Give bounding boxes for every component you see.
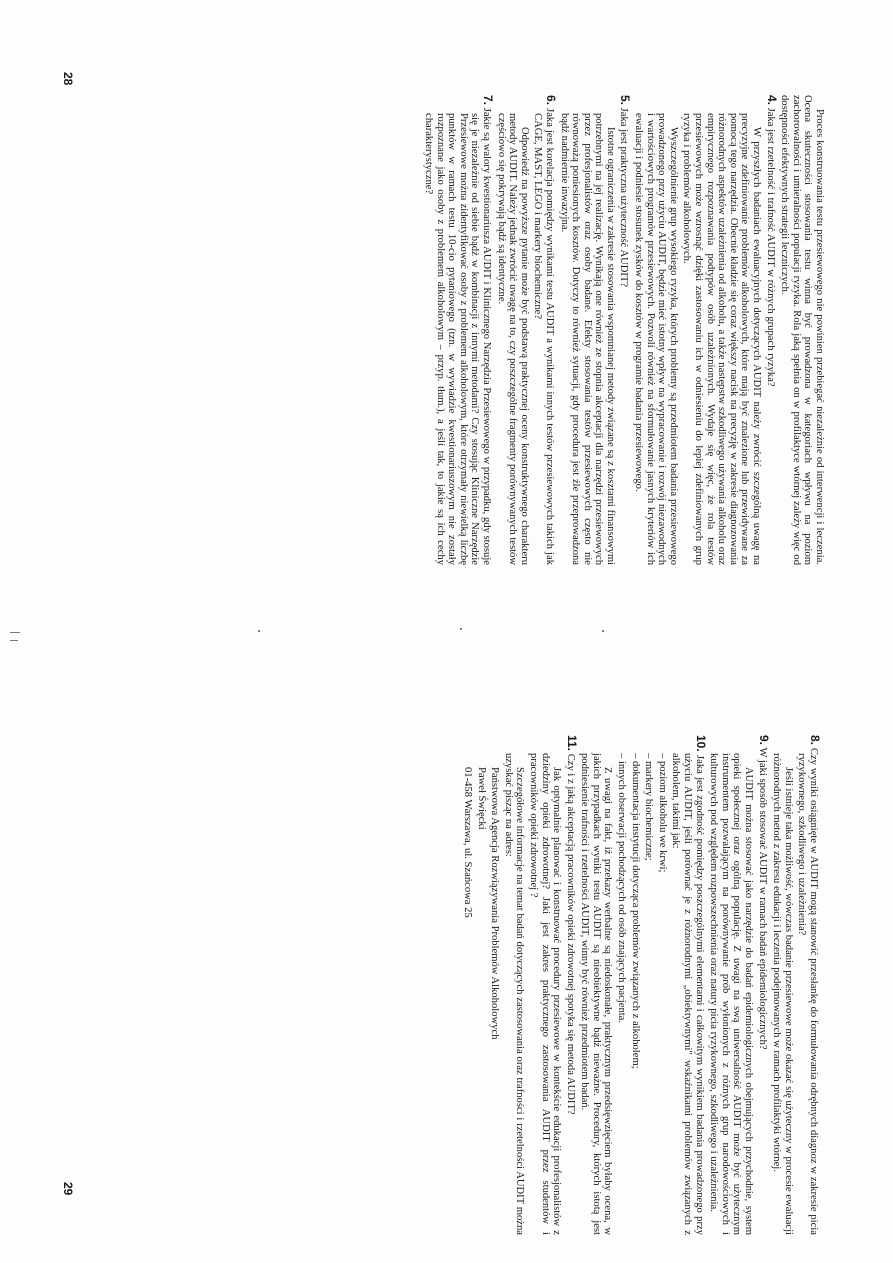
question-10-bullet: – dokumentacja instytucji dotycząca problemów związanych z alkoholem;: [629, 753, 641, 1069]
question-6-number: 6.: [543, 95, 558, 106]
scan-mark: [10, 640, 18, 641]
left-page-number: 28: [61, 72, 75, 86]
question-11-number: 11.: [564, 735, 579, 752]
question-9-number: 9.: [756, 735, 771, 746]
question-8-text: Czy wyniki osiągnięte w AUDIT mogą stanowić przesłankę do formułowania odrębnych diagnoz w zakresie picia ryzykownego, szkodliwego i uzależnienia?: [796, 747, 819, 1235]
scan-speck: [602, 630, 604, 632]
question-9: [756, 735, 769, 1235]
question-7: [422, 95, 493, 565]
right-page-text: [260, 735, 820, 1235]
question-5-paragraph-1: Istotne ograniczenia w zakresie stosowania wspomnianej metody związane są z kosztami finansowymi potrzebnymi na jej realizację. Wynikają one również ze stopnia akceptacji dla narzędzi przesiewowych przez profesjonalistów oraz osoby badane. Efekty stosowania testów przesiewowych często nie równoważą poniesionych kosztów. Dotyczy to również sytuacji, gdy procedura jest źle przeprowadzona bądź nadmiernie inwazyjna.: [558, 113, 616, 565]
address-line: 01-458 Warszawa, ul. Szańcowa 25: [461, 767, 473, 918]
question-6-paragraph-1: Odpowiedź na powyższe pytanie może być podstawą praktycznej oceny konstruktywnego charakteru metody AUDIT. Należy jednak zwrócić uwagę na to, czy poszczególne fragmenty porównywanych testów częściowo się pokrywają bądź są identyczne.: [495, 113, 530, 565]
question-9-text: W jaki sposób stosować AUDIT w ramach badań epidemiologicznych?: [756, 747, 768, 1050]
right-page-number: 29: [61, 1182, 75, 1196]
address-line: Paweł Święcki: [475, 767, 487, 830]
question-5-text: Jaka jest praktyczna użyteczność AUDIT?: [618, 107, 630, 288]
question-10-number: 10.: [693, 735, 708, 752]
question-11-paragraph-2: Szczegółowe informacje na temat badań dotyczących zastosowania oraz trafności i rzetelności AUDIT można uzyskać pisząc na adres:: [502, 753, 526, 1235]
question-6: [532, 95, 556, 565]
question-4-paragraph-2: Wyszczególnienie grup wysokiego ryzyka, których problemy są przedmiotem badania przesiewowego prowadzonego przy użyciu AUDIT, będzie mieć istotny wpływ na wypracowanie i rozwój niezawodnych i wartościowych programów przesiewowych. Pozwoli również na sformułowanie jasnych kryteriów ich ewaluacji i podniesie stosunek zysków do kosztów w programie badania przesiewowego.: [633, 113, 679, 565]
question-10-bullet: – innych obserwacji pochodzących od osób znających pacjenta.: [616, 753, 628, 1024]
left-intro: Proces konstruowania testu przesiewowego nie powinien przebiegać niezależnie od interwencji i leczenia. Ocena skuteczności stosowania testu winna być prowadzona w kategoriach wpływu na poziom zachorowalności i umieralności populacji ryzyka. Rola jaką spełnia on w profilaktyce wtórnej zależy więc od dostępności efektywnych strategii leczniczych.: [779, 95, 825, 565]
question-4: [764, 95, 777, 565]
question-6-text: Jaka jest korelacja pomiędzy wynikami testu AUDIT a wynikami innych testów przesiewowych takich jak CAGE, MAST, LEGO i markery biochemiczne?: [532, 108, 555, 565]
left-page-text: [105, 95, 825, 565]
question-9-paragraph-1: AUDIT można stosować jako narzędzie do badań epidemiologicznych obejmujących przychodnie, system opieki społecznej oraz ogólną populację. Z uwagi na swą uniwersalność AUDIT może być użytecznym instrumentem pozwalającym na porównywanie prób wyłonionych z różnych grup narodowościowych i kulturowych pod względem rozpowszechnienia oraz natury picia ryzykownego, szkodliwego i uzależnienia.: [708, 753, 755, 1235]
question-10-text: Jaka jest zgodność pomiędzy poszczególnymi elementami i całkowitym wynikiem badania prowadzonego przy użyciu AUDIT, jeśli porównać je z różnorodnymi „obiektywnymi" wskaźnikami problemów związanych z alkoholem, takimi jak:: [670, 753, 705, 1235]
question-11: [564, 735, 577, 1235]
address-line: Państwowa Agencja Rozwiązywania Problemów Alkoholowych: [489, 767, 501, 1040]
scan-speck: [258, 630, 260, 632]
question-4-number: 4.: [764, 95, 779, 106]
question-10-paragraph-1: Z uwagi na fakt, iż przekazy werbalne są niedoskonałe, praktycznym przedsięwzięciem byłaby ocena, w jakich przypadkach wyniki testu AUDIT są nieobiektywne bądź nieważne. Procedury, których istotą jest podniesienie trafności i rzetelności AUDIT, winny być również przedmiotem badań.: [579, 753, 614, 1235]
question-11-paragraph-1: Jak optymalnie planować i konstruować procedury przesiewowe w kontekście edukacji profesjonalistów z dziedziny opieki zdrowotnej? Jaki jest zakres praktycznego zastosowania AUDIT przez studentów i pracowników opieki zdrowotnej ?: [527, 753, 563, 1235]
scan-speck: [460, 628, 462, 630]
question-4-paragraph-1: W przyszłych badaniach ewaluacyjnych dotyczących AUDIT należy zwrócić szczególną uwagę na precyzyjne zdefiniowanie problemów alkoholowych, które mają być znalezione lub przewidywane za pomocą tego narzędzia. Obecnie kładzie się coraz większy nacisk na precyzję w zakresie diagnozowania różnorodnych aspektów uzależnienia od alkoholu, a także następstw szkodliwego używania alkoholu oraz empirycznego rozpoznawania podtypów osób uzależnionych. Wydaje się więc, że rola testów przesiewowych może wzrosnąć dzięki zastosowaniu ich w odniesieniu do lepiej zdefiniowanych grup ryzyka i problemów alkoholowych.: [681, 113, 763, 565]
question-5-number: 5.: [618, 95, 633, 106]
question-10: [670, 735, 706, 1235]
question-7-number: 7.: [480, 95, 495, 106]
question-10-bullet: – poziom alkoholu we krwi;: [656, 753, 668, 873]
question-4-text: Jaka jest rzetelność i trafność AUDIT w różnych grupach ryzyka?: [764, 107, 776, 387]
question-8: [796, 735, 820, 1235]
question-11-text: Czy i z jaką akceptacją pracowników opieki zdrowotnej spotyka się metoda AUDIT?: [564, 753, 576, 1115]
scan-mark: [10, 632, 20, 633]
question-8-number: 8.: [808, 735, 822, 746]
question-5: [618, 95, 631, 565]
question-8-paragraph-1: Jeśli istnieje taka możliwość, wówczas badanie przesiewowe może okazać się użyteczny w procesie ewaluacji różnorodnych metod z zakresu edukacji i leczenia podejmowanych w ramach profilaktyki wtórnej.: [771, 753, 794, 1235]
question-10-bullet: – markery biochemiczne;: [643, 753, 655, 861]
question-7-text: Jakie są walory kwestionariusza AUDIT i Klinicznego Narzędzia Przesiewowego w przypadku, gdy stosuje się je niezależnie od siebie bądź w kombinacji z innymi metodami? Czy stosując Kliniczne Narzędzie Przesiewowe można zidentyfikować osoby z problemem alkoholowym, które otrzymały niewielką liczbę punktów w ramach testu 10-cio pytaniowego (tzn. w wywiadzie kwestionariuszowym nie zostały rozpoznane jako osoby z problemem alkoholowym – przyp. tłum.), a jeśli tak, to jakie są ich cechy charakterystyczne?: [423, 107, 492, 565]
